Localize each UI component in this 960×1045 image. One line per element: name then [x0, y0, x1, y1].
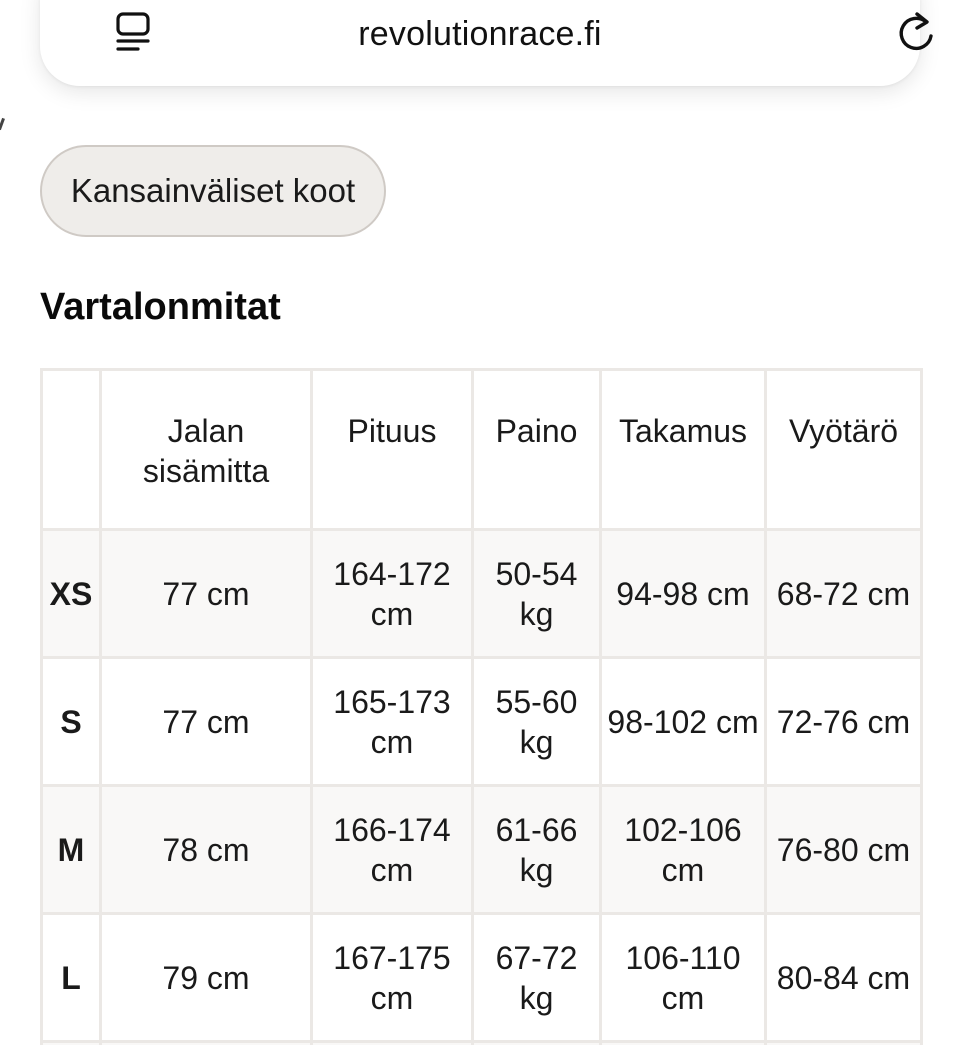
- table-header-row: [42, 370, 922, 530]
- reload-icon[interactable]: [896, 10, 938, 54]
- height-cell: 165-173 cm: [312, 658, 473, 786]
- inseam-cell: 78 cm: [101, 786, 312, 914]
- waist-cell: 76-80 cm: [766, 786, 922, 914]
- hips-cell: 102-106 cm: [601, 786, 766, 914]
- inseam-cell: 79 cm: [101, 914, 312, 1042]
- table-row: [42, 658, 922, 786]
- edge-artifact: [0, 118, 5, 130]
- address-bar[interactable]: [40, 0, 920, 86]
- height-cell: 167-175 cm: [312, 914, 473, 1042]
- table-row: [42, 914, 922, 1042]
- header-cell-weight: Paino: [473, 370, 601, 530]
- weight-cell: 55-60 kg: [473, 658, 601, 786]
- cell-partial: [312, 1042, 473, 1045]
- header-cell-hips: Takamus: [601, 370, 766, 530]
- inseam-cell: 77 cm: [101, 530, 312, 658]
- cell-partial: [101, 1042, 312, 1045]
- table-row-partial: [42, 1042, 922, 1045]
- weight-cell: 61-66 kg: [473, 786, 601, 914]
- header-cell-height: Pituus: [312, 370, 473, 530]
- table-row: [42, 786, 922, 914]
- hips-cell: 98-102 cm: [601, 658, 766, 786]
- body-measurements-title: Vartalonmitat: [40, 286, 281, 328]
- header-cell-inseam: Jalan sisämitta: [101, 370, 312, 530]
- header-cell-waist: Vyötärö: [766, 370, 922, 530]
- cell-partial: [473, 1042, 601, 1045]
- hips-cell: 94-98 cm: [601, 530, 766, 658]
- header-cell-size: [42, 370, 101, 530]
- size-table: [40, 368, 923, 1045]
- size-label: S: [42, 658, 101, 786]
- height-cell: 166-174 cm: [312, 786, 473, 914]
- size-label: XS: [42, 530, 101, 658]
- cell-partial: [766, 1042, 922, 1045]
- size-label: M: [42, 786, 101, 914]
- weight-cell: 50-54 kg: [473, 530, 601, 658]
- inseam-cell: 77 cm: [101, 658, 312, 786]
- weight-cell: 67-72 kg: [473, 914, 601, 1042]
- hips-cell: 106-110 cm: [601, 914, 766, 1042]
- waist-cell: 72-76 cm: [766, 658, 922, 786]
- international-sizes-button[interactable]: Kansainväliset koot: [40, 145, 386, 237]
- table-row: [42, 530, 922, 658]
- url-text[interactable]: revolutionrace.fi: [358, 15, 602, 53]
- size-label-partial: [42, 1042, 101, 1045]
- waist-cell: 68-72 cm: [766, 530, 922, 658]
- cell-partial: [601, 1042, 766, 1045]
- height-cell: 164-172 cm: [312, 530, 473, 658]
- size-label: L: [42, 914, 101, 1042]
- waist-cell: 80-84 cm: [766, 914, 922, 1042]
